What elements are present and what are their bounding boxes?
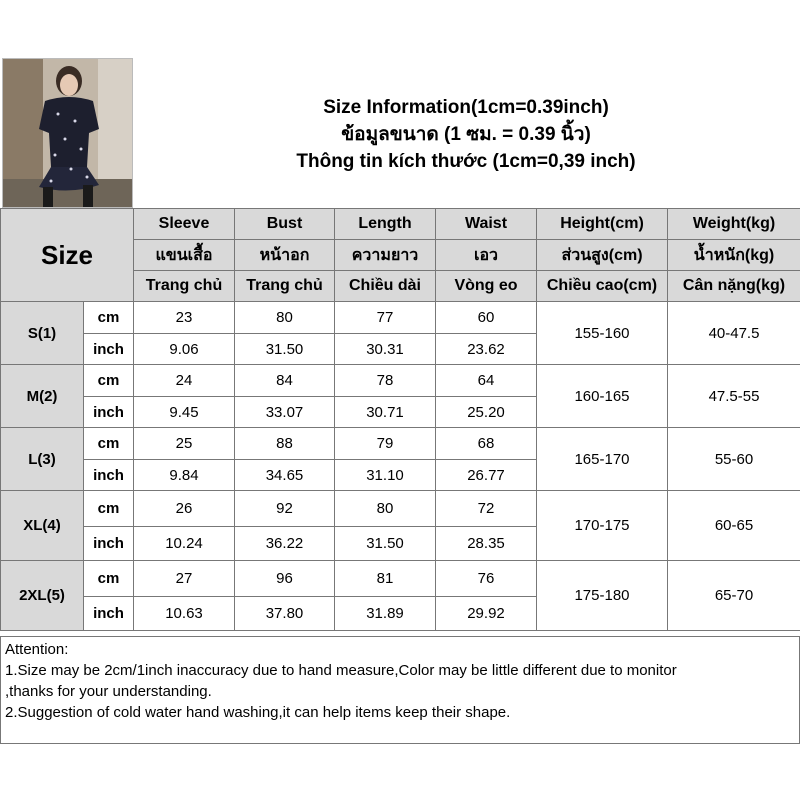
header-length-vi: Chiều dài — [335, 271, 436, 302]
cell-sleeve-cm: 24 — [134, 365, 235, 397]
cell-weight: 47.5-55 — [668, 365, 800, 428]
cell-bust-inch: 31.50 — [235, 334, 335, 365]
cell-height: 155-160 — [537, 302, 668, 365]
unit-cm: cm — [84, 302, 134, 334]
header-bust-thai: หน้าอก — [235, 240, 335, 271]
cell-waist-cm: 76 — [436, 561, 537, 597]
unit-cm: cm — [84, 365, 134, 397]
cell-bust-inch: 36.22 — [235, 527, 335, 561]
product-photo — [2, 58, 133, 208]
header-waist-thai: เอว — [436, 240, 537, 271]
cell-sleeve-cm: 26 — [134, 491, 235, 527]
cell-bust-cm: 84 — [235, 365, 335, 397]
table-row — [1, 365, 800, 397]
table-row — [1, 491, 800, 527]
model-wearing-dress-image — [3, 59, 133, 208]
cell-length-cm: 78 — [335, 365, 436, 397]
cell-bust-inch: 37.80 — [235, 597, 335, 631]
cell-length-cm: 81 — [335, 561, 436, 597]
title-vietnamese: Thông tin kích thước (1cm=0,39 inch) — [296, 150, 636, 172]
unit-inch: inch — [84, 527, 134, 561]
attention-line-1: 1.Size may be 2cm/1inch inaccuracy due to hand measure,Color may be little different due to monitor — [5, 662, 677, 679]
header-waist: Waist — [436, 209, 537, 240]
attention-notes — [0, 636, 800, 744]
unit-cm: cm — [84, 561, 134, 597]
cell-weight: 40-47.5 — [668, 302, 800, 365]
cell-bust-inch: 33.07 — [235, 397, 335, 428]
cell-length-inch: 31.89 — [335, 597, 436, 631]
cell-sleeve-inch: 9.06 — [134, 334, 235, 365]
cell-waist-cm: 60 — [436, 302, 537, 334]
cell-waist-inch: 26.77 — [436, 460, 537, 491]
title-english: Size Information(1cm=0.39inch) — [323, 96, 609, 118]
unit-inch: inch — [84, 334, 134, 365]
cell-waist-inch: 29.92 — [436, 597, 537, 631]
header-length-thai: ความยาว — [335, 240, 436, 271]
header-weight-vi: Cân nặng(kg) — [668, 271, 800, 302]
cell-waist-cm: 68 — [436, 428, 537, 460]
cell-bust-cm: 88 — [235, 428, 335, 460]
cell-sleeve-cm: 23 — [134, 302, 235, 334]
size-label-l: L(3) — [1, 428, 84, 491]
header-bust-vi: Trang chủ — [235, 271, 335, 302]
cell-weight: 55-60 — [668, 428, 800, 491]
unit-cm: cm — [84, 491, 134, 527]
cell-bust-inch: 34.65 — [235, 460, 335, 491]
size-label-xl: XL(4) — [1, 491, 84, 561]
size-label-m: M(2) — [1, 365, 84, 428]
cell-bust-cm: 92 — [235, 491, 335, 527]
header-bust: Bust — [235, 209, 335, 240]
cell-weight: 60-65 — [668, 491, 800, 561]
header-row-english — [1, 209, 800, 240]
cell-waist-cm: 64 — [436, 365, 537, 397]
cell-weight: 65-70 — [668, 561, 800, 631]
cell-length-cm: 77 — [335, 302, 436, 334]
cell-sleeve-cm: 27 — [134, 561, 235, 597]
header-sleeve: Sleeve — [134, 209, 235, 240]
size-header: Size — [1, 209, 134, 302]
size-label-s: S(1) — [1, 302, 84, 365]
cell-waist-inch: 23.62 — [436, 334, 537, 365]
cell-length-inch: 31.50 — [335, 527, 436, 561]
table-row — [1, 561, 800, 597]
cell-waist-inch: 28.35 — [436, 527, 537, 561]
header-height-thai: ส่วนสูง(cm) — [537, 240, 668, 271]
header-weight-thai: น้ำหนัก(kg) — [668, 240, 800, 271]
table-row — [1, 428, 800, 460]
cell-sleeve-inch: 9.45 — [134, 397, 235, 428]
cell-sleeve-inch: 10.63 — [134, 597, 235, 631]
cell-sleeve-inch: 10.24 — [134, 527, 235, 561]
cell-bust-cm: 96 — [235, 561, 335, 597]
header-sleeve-thai: แขนเสื้อ — [134, 240, 235, 271]
header-waist-vi: Vòng eo — [436, 271, 537, 302]
unit-inch: inch — [84, 397, 134, 428]
unit-inch: inch — [84, 597, 134, 631]
header-sleeve-vi: Trang chủ — [134, 271, 235, 302]
cell-length-inch: 30.71 — [335, 397, 436, 428]
cell-sleeve-inch: 9.84 — [134, 460, 235, 491]
attention-line-2: ,thanks for your understanding. — [5, 683, 212, 700]
header-height: Height(cm) — [537, 209, 668, 240]
size-information-title — [134, 60, 798, 208]
cell-height: 160-165 — [537, 365, 668, 428]
header-height-vi: Chiều cao(cm) — [537, 271, 668, 302]
size-label-2xl: 2XL(5) — [1, 561, 84, 631]
cell-waist-inch: 25.20 — [436, 397, 537, 428]
unit-cm: cm — [84, 428, 134, 460]
cell-length-cm: 80 — [335, 491, 436, 527]
cell-sleeve-cm: 25 — [134, 428, 235, 460]
attention-line-3: 2.Suggestion of cold water hand washing,it can help items keep their shape. — [5, 704, 511, 721]
attention-heading: Attention: — [5, 641, 69, 658]
unit-inch: inch — [84, 460, 134, 491]
cell-height: 165-170 — [537, 428, 668, 491]
header-length: Length — [335, 209, 436, 240]
header-weight: Weight(kg) — [668, 209, 800, 240]
cell-length-inch: 31.10 — [335, 460, 436, 491]
cell-bust-cm: 80 — [235, 302, 335, 334]
cell-length-cm: 79 — [335, 428, 436, 460]
cell-height: 175-180 — [537, 561, 668, 631]
cell-height: 170-175 — [537, 491, 668, 561]
cell-waist-cm: 72 — [436, 491, 537, 527]
table-row — [1, 302, 800, 334]
title-thai: ข้อมูลขนาด (1 ซม. = 0.39 นิ้ว) — [341, 123, 591, 145]
cell-length-inch: 30.31 — [335, 334, 436, 365]
size-chart-table — [0, 208, 800, 631]
